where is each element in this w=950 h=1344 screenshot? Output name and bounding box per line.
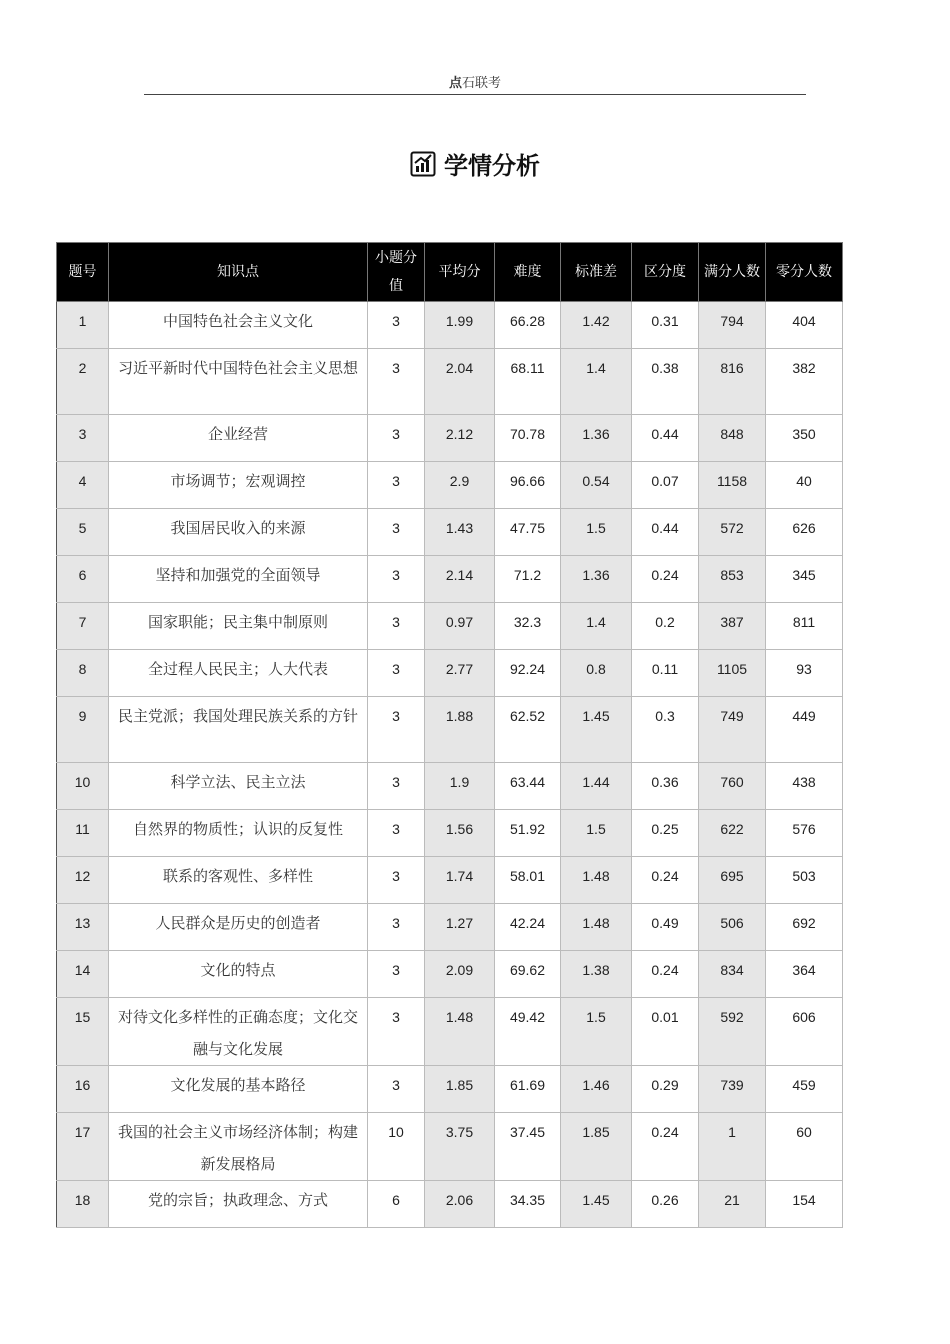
table-cell: 49.42 — [495, 998, 561, 1066]
table-row — [57, 1066, 843, 1113]
table-cell: 11 — [57, 810, 109, 857]
table-cell: 345 — [766, 556, 843, 603]
table-cell: 0.11 — [632, 650, 699, 697]
table-cell: 2.04 — [425, 349, 495, 415]
column-header: 知识点 — [109, 243, 368, 302]
table-cell: 0.24 — [632, 556, 699, 603]
table-cell: 3.75 — [425, 1113, 495, 1181]
table-cell: 62.52 — [495, 697, 561, 763]
table-cell: 3 — [368, 697, 425, 763]
table-cell: 3 — [57, 415, 109, 462]
table-row — [57, 1181, 843, 1228]
table-cell: 51.92 — [495, 810, 561, 857]
table-cell: 350 — [766, 415, 843, 462]
table-cell: 3 — [368, 415, 425, 462]
table-cell: 848 — [699, 415, 766, 462]
table-cell: 1.36 — [561, 415, 632, 462]
table-cell: 0.25 — [632, 810, 699, 857]
table-cell: 1.5 — [561, 810, 632, 857]
table-cell: 15 — [57, 998, 109, 1066]
table-cell: 市场调节；宏观调控 — [109, 462, 368, 509]
table-row — [57, 951, 843, 998]
table-cell: 1.74 — [425, 857, 495, 904]
table-cell: 32.3 — [495, 603, 561, 650]
table-row — [57, 998, 843, 1066]
table-cell: 382 — [766, 349, 843, 415]
table-cell: 3 — [368, 650, 425, 697]
table-row — [57, 904, 843, 951]
table-cell: 对待文化多样性的正确态度；文化交融与文化发展 — [109, 998, 368, 1066]
table-cell: 文化的特点 — [109, 951, 368, 998]
table-cell: 0.24 — [632, 951, 699, 998]
table-cell: 3 — [368, 603, 425, 650]
table-cell: 联系的客观性、多样性 — [109, 857, 368, 904]
table-cell: 3 — [368, 1066, 425, 1113]
table-cell: 606 — [766, 998, 843, 1066]
table-cell: 1.85 — [425, 1066, 495, 1113]
table-cell: 16 — [57, 1066, 109, 1113]
table-cell: 0.31 — [632, 302, 699, 349]
table-cell: 1.5 — [561, 998, 632, 1066]
column-header: 满分人数 — [699, 243, 766, 302]
table-cell: 0.01 — [632, 998, 699, 1066]
table-cell: 2.14 — [425, 556, 495, 603]
table-cell: 3 — [368, 763, 425, 810]
table-cell: 572 — [699, 509, 766, 556]
table-cell: 科学立法、民主立法 — [109, 763, 368, 810]
table-cell: 中国特色社会主义文化 — [109, 302, 368, 349]
table-cell: 9 — [57, 697, 109, 763]
page-header — [0, 72, 950, 91]
table-cell: 企业经营 — [109, 415, 368, 462]
table-cell: 60 — [766, 1113, 843, 1181]
table-cell: 我国居民收入的来源 — [109, 509, 368, 556]
column-header: 难度 — [495, 243, 561, 302]
table-cell: 503 — [766, 857, 843, 904]
table-cell: 坚持和加强党的全面领导 — [109, 556, 368, 603]
table-row — [57, 415, 843, 462]
stats-table — [56, 242, 843, 1228]
table-cell: 1.43 — [425, 509, 495, 556]
table-cell: 853 — [699, 556, 766, 603]
table-cell: 739 — [699, 1066, 766, 1113]
table-cell: 1.56 — [425, 810, 495, 857]
table-cell: 58.01 — [495, 857, 561, 904]
table-header-row — [57, 243, 843, 302]
table-cell: 3 — [368, 349, 425, 415]
table-cell: 438 — [766, 763, 843, 810]
table-cell: 1.42 — [561, 302, 632, 349]
table-cell: 民主党派；我国处理民族关系的方针 — [109, 697, 368, 763]
table-cell: 3 — [368, 302, 425, 349]
table-cell: 71.2 — [495, 556, 561, 603]
table-cell: 3 — [368, 904, 425, 951]
table-row — [57, 603, 843, 650]
table-cell: 21 — [699, 1181, 766, 1228]
table-row — [57, 509, 843, 556]
table-row — [57, 650, 843, 697]
table-cell: 0.49 — [632, 904, 699, 951]
table-cell: 47.75 — [495, 509, 561, 556]
table-cell: 0.8 — [561, 650, 632, 697]
table-cell: 506 — [699, 904, 766, 951]
table-cell: 834 — [699, 951, 766, 998]
table-cell: 文化发展的基本路径 — [109, 1066, 368, 1113]
header-brand-rest: 石联考 — [462, 76, 502, 91]
table-cell: 0.97 — [425, 603, 495, 650]
table-cell: 6 — [57, 556, 109, 603]
table-cell: 10 — [368, 1113, 425, 1181]
table-cell: 12 — [57, 857, 109, 904]
table-cell: 3 — [368, 857, 425, 904]
table-cell: 92.24 — [495, 650, 561, 697]
table-cell: 592 — [699, 998, 766, 1066]
table-cell: 0.44 — [632, 509, 699, 556]
table-cell: 1 — [57, 302, 109, 349]
table-cell: 37.45 — [495, 1113, 561, 1181]
table-cell: 1.5 — [561, 509, 632, 556]
table-cell: 人民群众是历史的创造者 — [109, 904, 368, 951]
table-cell: 0.44 — [632, 415, 699, 462]
table-cell: 34.35 — [495, 1181, 561, 1228]
header-brand-bold: 点 — [448, 76, 462, 91]
table-cell: 1.27 — [425, 904, 495, 951]
table-cell: 3 — [368, 462, 425, 509]
table-cell: 0.36 — [632, 763, 699, 810]
table-row — [57, 302, 843, 349]
table-cell: 1.9 — [425, 763, 495, 810]
table-row — [57, 556, 843, 603]
table-cell: 1.48 — [561, 904, 632, 951]
table-cell: 3 — [368, 951, 425, 998]
table-row — [57, 1113, 843, 1181]
table-cell: 1.99 — [425, 302, 495, 349]
table-cell: 576 — [766, 810, 843, 857]
table-cell: 61.69 — [495, 1066, 561, 1113]
table-cell: 40 — [766, 462, 843, 509]
table-cell: 3 — [368, 810, 425, 857]
column-header: 区分度 — [632, 243, 699, 302]
table-row — [57, 349, 843, 415]
table-cell: 3 — [368, 998, 425, 1066]
table-cell: 1.48 — [561, 857, 632, 904]
table-cell: 习近平新时代中国特色社会主义思想 — [109, 349, 368, 415]
table-cell: 626 — [766, 509, 843, 556]
table-cell: 6 — [368, 1181, 425, 1228]
table-cell: 13 — [57, 904, 109, 951]
table-row — [57, 810, 843, 857]
table-row — [57, 857, 843, 904]
table-cell: 0.24 — [632, 1113, 699, 1181]
table-cell: 18 — [57, 1181, 109, 1228]
table-cell: 4 — [57, 462, 109, 509]
table-cell: 8 — [57, 650, 109, 697]
table-cell: 自然界的物质性；认识的反复性 — [109, 810, 368, 857]
table-cell: 0.07 — [632, 462, 699, 509]
table-cell: 459 — [766, 1066, 843, 1113]
table-cell: 449 — [766, 697, 843, 763]
table-cell: 66.28 — [495, 302, 561, 349]
table-cell: 96.66 — [495, 462, 561, 509]
table-cell: 1105 — [699, 650, 766, 697]
table-cell: 2.77 — [425, 650, 495, 697]
table-cell: 7 — [57, 603, 109, 650]
page-title — [0, 146, 950, 181]
table-cell: 14 — [57, 951, 109, 998]
table-cell: 1.46 — [561, 1066, 632, 1113]
table-cell: 3 — [368, 556, 425, 603]
table-cell: 10 — [57, 763, 109, 810]
table-cell: 1.85 — [561, 1113, 632, 1181]
column-header: 题号 — [57, 243, 109, 302]
table-cell: 1.45 — [561, 697, 632, 763]
table-cell: 1.45 — [561, 1181, 632, 1228]
table-cell: 794 — [699, 302, 766, 349]
table-cell: 2.9 — [425, 462, 495, 509]
table-cell: 17 — [57, 1113, 109, 1181]
table-cell: 1.4 — [561, 603, 632, 650]
table-cell: 749 — [699, 697, 766, 763]
column-header: 平均分 — [425, 243, 495, 302]
table-cell: 404 — [766, 302, 843, 349]
table-cell: 3 — [368, 509, 425, 556]
table-cell: 760 — [699, 763, 766, 810]
table-cell: 364 — [766, 951, 843, 998]
table-cell: 2.06 — [425, 1181, 495, 1228]
table-cell: 695 — [699, 857, 766, 904]
table-cell: 2.09 — [425, 951, 495, 998]
table-cell: 1 — [699, 1113, 766, 1181]
table-cell: 0.29 — [632, 1066, 699, 1113]
table-cell: 68.11 — [495, 349, 561, 415]
table-cell: 0.54 — [561, 462, 632, 509]
table-cell: 0.26 — [632, 1181, 699, 1228]
table-cell: 42.24 — [495, 904, 561, 951]
table-cell: 1.4 — [561, 349, 632, 415]
table-cell: 我国的社会主义市场经济体制；构建新发展格局 — [109, 1113, 368, 1181]
header-divider — [144, 94, 806, 95]
column-header: 零分人数 — [766, 243, 843, 302]
table-cell: 816 — [699, 349, 766, 415]
table-cell: 63.44 — [495, 763, 561, 810]
table-cell: 69.62 — [495, 951, 561, 998]
table-cell: 1.36 — [561, 556, 632, 603]
table-cell: 93 — [766, 650, 843, 697]
table-cell: 622 — [699, 810, 766, 857]
column-header: 小题分值 — [368, 243, 425, 302]
table-row — [57, 763, 843, 810]
chart-icon — [410, 151, 436, 177]
table-cell: 1.88 — [425, 697, 495, 763]
table-cell: 0.2 — [632, 603, 699, 650]
table-row — [57, 697, 843, 763]
table-cell: 全过程人民民主；人大代表 — [109, 650, 368, 697]
table-cell: 1.48 — [425, 998, 495, 1066]
table-cell: 1158 — [699, 462, 766, 509]
table-cell: 154 — [766, 1181, 843, 1228]
table-row — [57, 462, 843, 509]
table-cell: 0.24 — [632, 857, 699, 904]
table-cell: 70.78 — [495, 415, 561, 462]
table-cell: 692 — [766, 904, 843, 951]
table-cell: 0.38 — [632, 349, 699, 415]
table-cell: 1.44 — [561, 763, 632, 810]
column-header: 标准差 — [561, 243, 632, 302]
table-cell: 2.12 — [425, 415, 495, 462]
table-cell: 2 — [57, 349, 109, 415]
table-cell: 811 — [766, 603, 843, 650]
table-cell: 1.38 — [561, 951, 632, 998]
table-cell: 5 — [57, 509, 109, 556]
table-cell: 387 — [699, 603, 766, 650]
table-cell: 0.3 — [632, 697, 699, 763]
table-cell: 党的宗旨；执政理念、方式 — [109, 1181, 368, 1228]
table-cell: 国家职能；民主集中制原则 — [109, 603, 368, 650]
page-title-text: 学情分析 — [444, 152, 540, 180]
